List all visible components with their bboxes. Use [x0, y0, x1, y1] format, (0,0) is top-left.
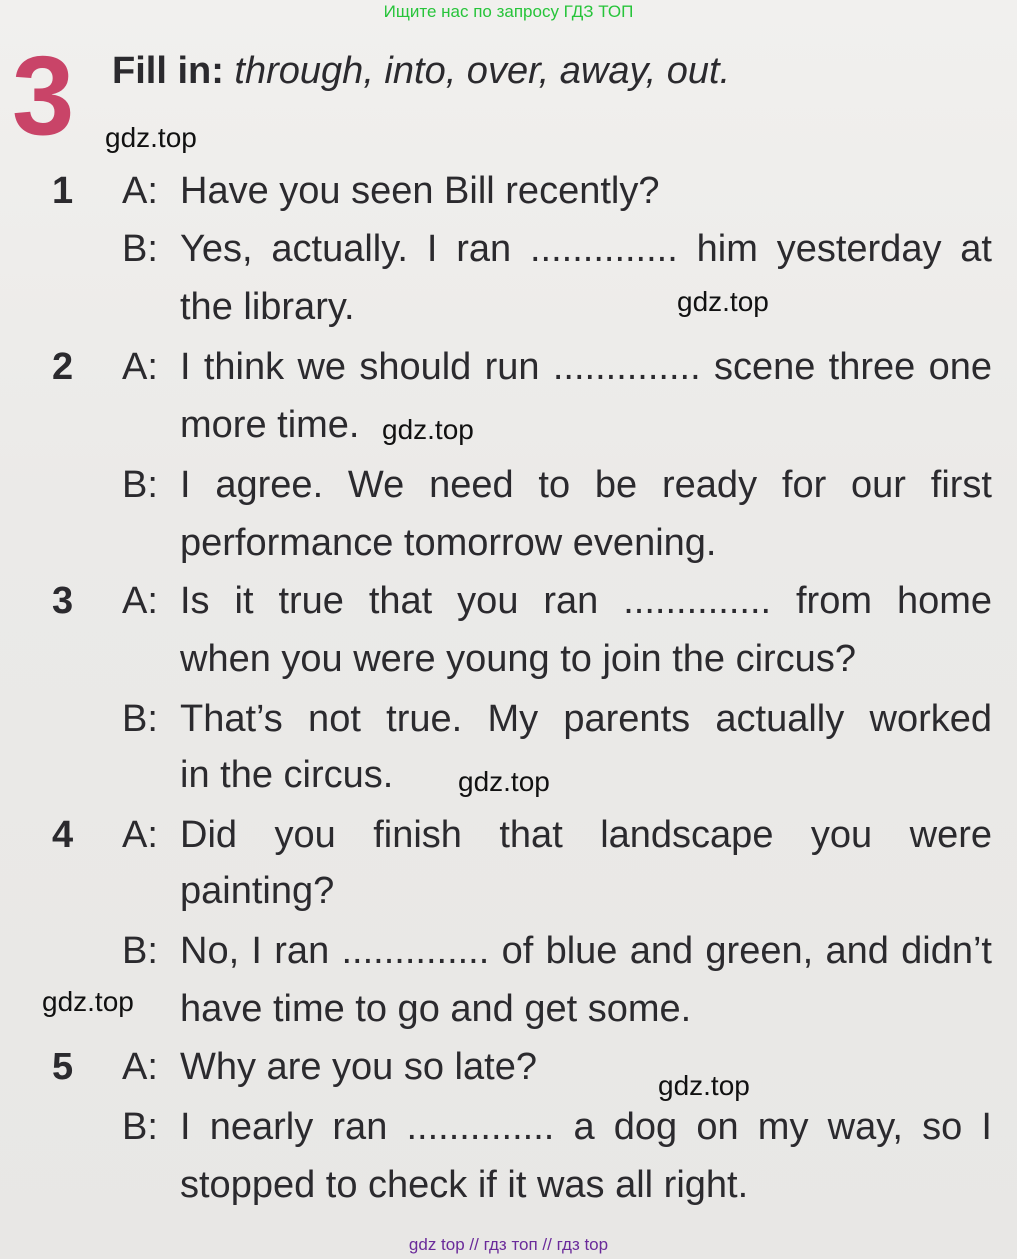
top-banner: Ищите нас по запросу ГДЗ ТОП — [383, 2, 634, 21]
speaker-label: A: — [122, 814, 158, 856]
line-text: I think we should run .............. scene three one — [180, 346, 992, 388]
speaker-label: B: — [122, 698, 158, 740]
watermark: gdz.top — [677, 286, 769, 317]
exercise-instruction — [112, 50, 730, 93]
line-text: Did you finish that landscape you were — [180, 814, 992, 856]
watermark: gdz.top — [658, 1070, 750, 1101]
speaker-label: B: — [122, 464, 158, 506]
watermark: gdz.top — [382, 414, 474, 445]
line-text: I nearly ran .............. a dog on my way, so I — [180, 1106, 992, 1148]
item-number: 1 — [52, 170, 74, 212]
speaker-label: B: — [122, 930, 158, 972]
watermark: gdz.top — [458, 766, 550, 797]
speaker-label: A: — [122, 580, 158, 622]
item-number: 4 — [52, 814, 74, 856]
speaker-label: A: — [122, 346, 158, 388]
line-text: Yes, actually. I ran .............. him yesterday at — [180, 228, 992, 270]
line-text: painting? — [180, 870, 335, 912]
line-text: Have you seen Bill recently? — [180, 170, 660, 212]
line-text: stopped to check if it was all right. — [180, 1164, 749, 1206]
line-text: more time. — [180, 404, 360, 446]
footer-watermark: gdz top // гдз топ // гдз top — [408, 1235, 609, 1254]
exercise-number: 3 — [12, 33, 75, 158]
line-text: Is it true that you ran .............. from home — [180, 580, 992, 622]
line-text: when you were young to join the circus? — [180, 638, 856, 680]
line-text: have time to go and get some. — [180, 988, 692, 1030]
instruction-lead: Fill in: — [112, 50, 224, 92]
speaker-label: A: — [122, 170, 158, 212]
watermark: gdz.top — [42, 986, 134, 1017]
item-number: 2 — [52, 346, 74, 388]
line-text: I agree. We need to be ready for our first — [180, 464, 992, 506]
item-number: 3 — [52, 580, 74, 622]
line-text: That’s not true. My parents actually worked — [180, 698, 992, 740]
item-number: 5 — [52, 1046, 74, 1088]
line-text: performance tomorrow evening. — [180, 522, 717, 564]
speaker-label: B: — [122, 1106, 158, 1148]
line-text: No, I ran .............. of blue and green, and didn’t — [180, 930, 992, 972]
instruction-word-list: through, into, over, away, out. — [223, 50, 731, 92]
watermark: gdz.top — [105, 122, 197, 153]
line-text: the library. — [180, 286, 355, 328]
speaker-label: B: — [122, 228, 158, 270]
line-text: Why are you so late? — [180, 1046, 537, 1088]
speaker-label: A: — [122, 1046, 158, 1088]
line-text: in the circus. — [180, 754, 394, 796]
